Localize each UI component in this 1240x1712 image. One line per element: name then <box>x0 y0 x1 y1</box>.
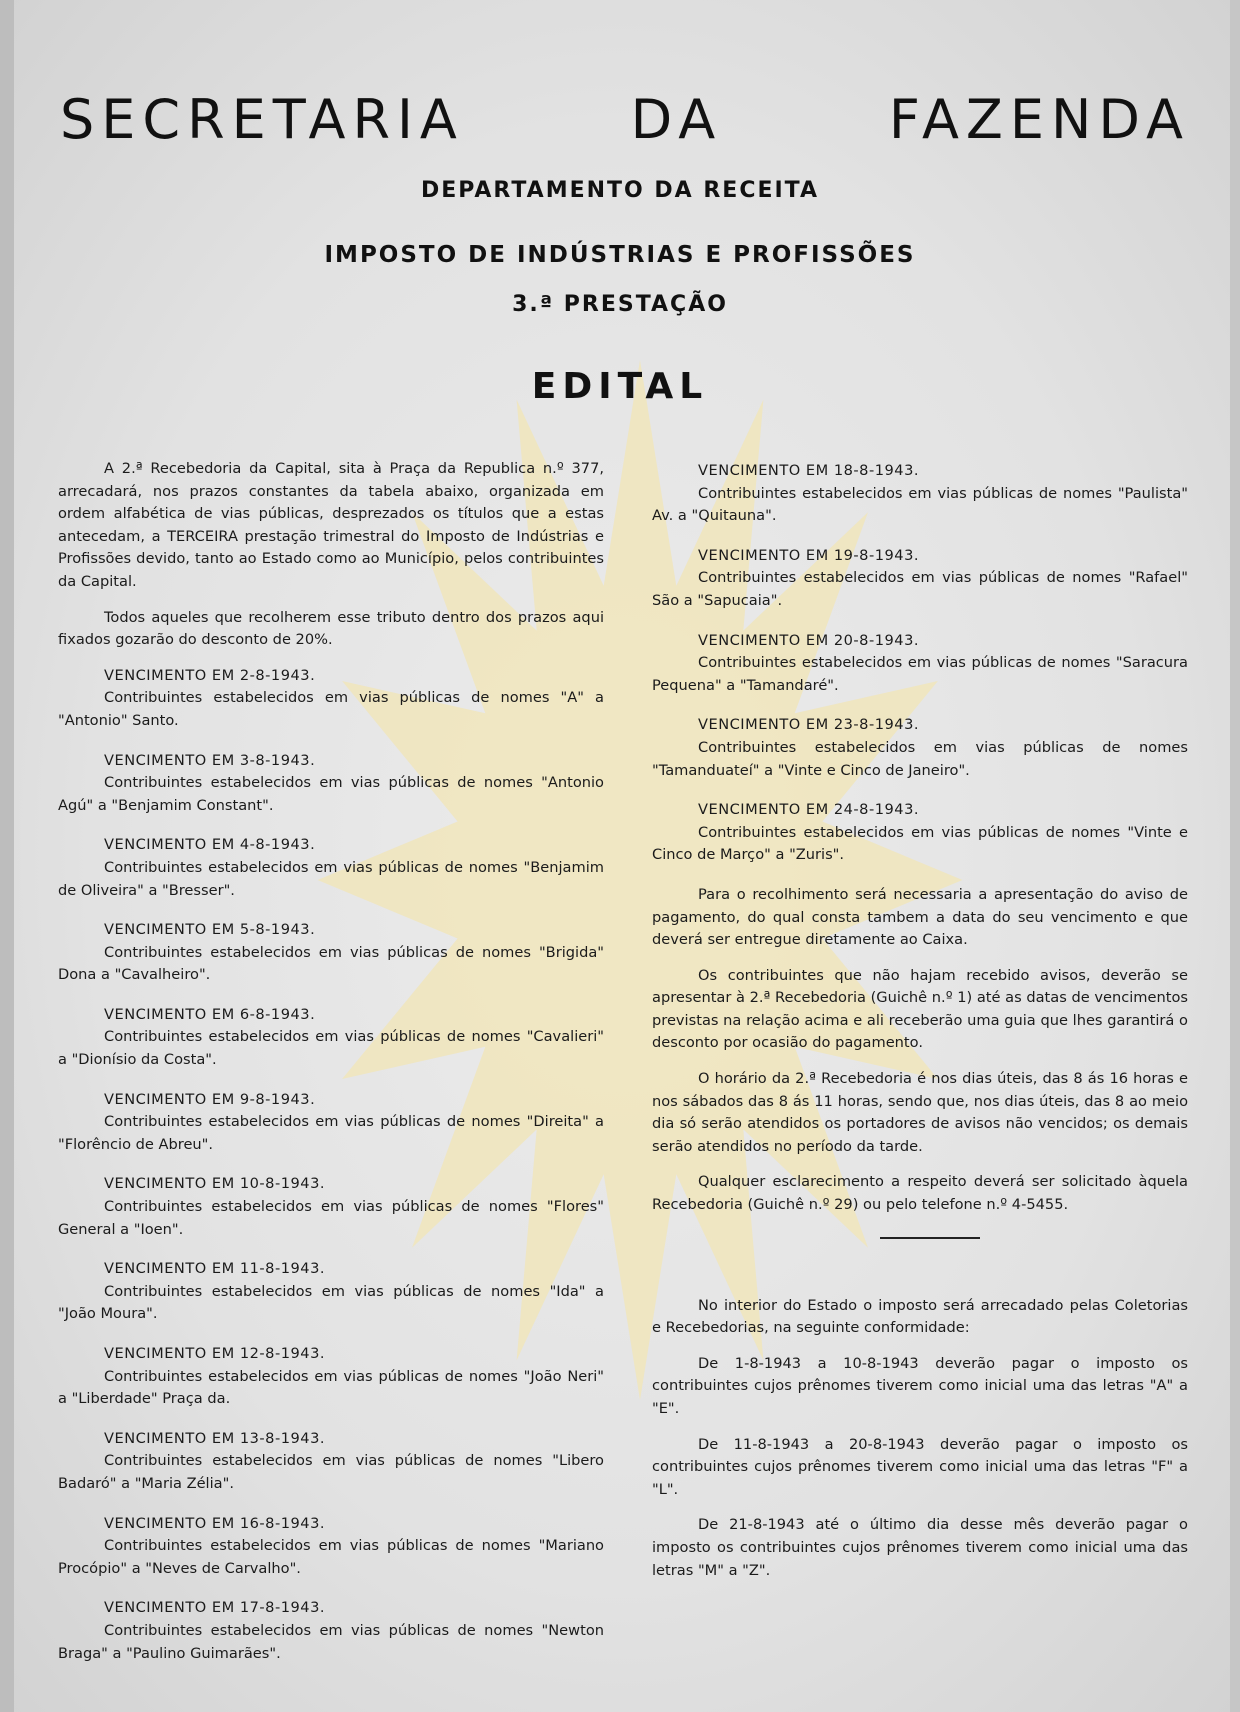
schedule-entry <box>58 1597 604 1665</box>
interior-paragraph: De 1-8-1943 a 10-8-1943 deverão pagar o imposto os contribuintes cujos prênomes tiverem como inicial uma das letras "A" a "E". <box>652 1354 1188 1417</box>
right-column <box>652 460 1188 1595</box>
interior-paragraph: De 21-8-1943 até o último dia desse mês deverão pagar o imposto os contribuintes cujos prênomes tiverem como inicial uma das letras "M" a "Z". <box>652 1516 1188 1579</box>
schedule-entry <box>58 665 604 733</box>
due-date: VENCIMENTO EM 2-8-1943. <box>104 666 316 684</box>
schedule-entry <box>652 630 1188 698</box>
entry-description: Contribuintes estabelecidos em vias públicas de nomes "Antonio Agú" a "Benjamim Constant". <box>58 774 604 814</box>
note-paragraph: Para o recolhimento será necessaria a apresentação do aviso de pagamento, do qual consta tambem a data do seu vencimento e que deverá ser entregue diretamente ao Caixa. <box>652 885 1188 949</box>
entry-description: Contribuintes estabelecidos em vias públicas de nomes "Ida" a "João Moura". <box>58 1282 604 1323</box>
due-date: VENCIMENTO EM 23-8-1943. <box>698 716 920 734</box>
schedule-entry <box>58 834 604 902</box>
installment-heading: 3.ª PRESTAÇÃO <box>512 292 728 317</box>
note-paragraph: O horário da 2.ª Recebedoria é nos dias úteis, das 8 ás 16 horas e nos sábados das 8 ás 11 horas, sendo que, nos dias úteis, das 8 ao meio dia só serão atendidos os portadores de avisos não vencidos; os demais serão atendidos no período da tarde. <box>652 1070 1188 1155</box>
interior-paragraph: No interior do Estado o imposto será arrecadado pelas Coletorias e Recebedorias, na seguinte conformidade: <box>652 1296 1188 1337</box>
due-date: VENCIMENTO EM 3-8-1943. <box>104 751 316 769</box>
entry-description: Contribuintes estabelecidos em vias públicas de nomes "Rafael" São a "Sapucaia". <box>652 569 1188 609</box>
schedule-entry <box>652 799 1188 867</box>
left-column <box>58 458 604 1682</box>
note-paragraph: Os contribuintes que não hajam recebido avisos, deverão se apresentar à 2.ª Recebedoria (Guichê n.º 1) até as datas de vencimentos previstas na relação acima e ali receberão uma guia que lhes garantirá o desconto por ocasião do pagamento. <box>652 966 1188 1052</box>
entry-description: Contribuintes estabelecidos em vias públicas de nomes "Vinte e Cinco de Março" a "Zuris". <box>652 823 1188 864</box>
due-date: VENCIMENTO EM 12-8-1943. <box>104 1345 326 1362</box>
due-date: VENCIMENTO EM 16-8-1943. <box>104 1514 326 1532</box>
schedule-entry <box>58 1089 604 1157</box>
schedule-entry <box>652 714 1188 782</box>
entry-description: Contribuintes estabelecidos em vias públicas de nomes "Saracura Pequena" a "Tamandaré". <box>652 654 1188 694</box>
due-date: VENCIMENTO EM 13-8-1943. <box>104 1429 326 1447</box>
title-word: SECRETARIA <box>60 88 464 151</box>
entry-description: Contribuintes estabelecidos em vias públicas de nomes "Flores" General a "Ioen". <box>58 1198 604 1238</box>
entry-description: Contribuintes estabelecidos em vias públicas de nomes "João Neri" a "Liberdade" Praça da. <box>58 1367 604 1408</box>
schedule-entry <box>58 1513 604 1581</box>
due-date: VENCIMENTO EM 17-8-1943. <box>104 1599 326 1617</box>
intro-paragraph: Todos aqueles que recolherem esse tributo dentro dos prazos aqui fixados gozarão do desconto de 20%. <box>58 608 604 649</box>
schedule-entry <box>58 919 604 987</box>
due-date: VENCIMENTO EM 6-8-1943. <box>104 1005 316 1023</box>
entry-description: Contribuintes estabelecidos em vias públicas de nomes "Brigida" Dona a "Cavalheiro". <box>58 943 604 984</box>
schedule-entry <box>58 1428 604 1496</box>
schedule-entry <box>58 1004 604 1072</box>
department-heading: DEPARTAMENTO DA RECEITA <box>421 178 819 203</box>
entry-description: Contribuintes estabelecidos em vias públicas de nomes "Mariano Procópio" a "Neves de Carvalho". <box>58 1537 604 1577</box>
entry-description: Contribuintes estabelecidos em vias públicas de nomes "Libero Badaró" a "Maria Zélia". <box>58 1452 604 1492</box>
schedule-entry <box>652 545 1188 613</box>
due-date: VENCIMENTO EM 5-8-1943. <box>104 921 316 939</box>
due-date: VENCIMENTO EM 9-8-1943. <box>104 1090 316 1108</box>
note-paragraph: Qualquer esclarecimento a respeito deverá ser solicitado àquela Recebedoria (Guichê n.º 29) ou pelo telefone n.º 4-5455. <box>652 1173 1188 1214</box>
title-word: DA <box>630 88 723 151</box>
schedule-entry <box>58 1343 604 1411</box>
edital-heading: EDITAL <box>531 366 709 407</box>
due-date: VENCIMENTO EM 11-8-1943. <box>104 1260 326 1278</box>
entry-description: Contribuintes estabelecidos em vias públicas de nomes "Newton Braga" a "Paulino Guimarães". <box>58 1621 604 1662</box>
due-date: VENCIMENTO EM 20-8-1943. <box>698 631 920 649</box>
entry-description: Contribuintes estabelecidos em vias públicas de nomes "Direita" a "Florêncio de Abreu". <box>58 1113 604 1153</box>
entry-description: Contribuintes estabelecidos em vias públicas de nomes "Paulista" Av. a "Quitauna". <box>652 484 1188 525</box>
entry-description: Contribuintes estabelecidos em vias públicas de nomes "Benjamim de Oliveira" a "Bresser". <box>58 858 604 899</box>
schedule-entry <box>58 1258 604 1326</box>
intro-paragraph: A 2.ª Recebedoria da Capital, sita à Praça da Republica n.º 377, arrecadará, nos prazos constantes da tabela abaixo, organizada em ordem alfabética de vias públicas, desprezados os títulos que a estas antecedam, a TERCEIRA prestação trimestral do Imposto de Indústrias e Profissões devido, tanto ao Estado como ao Município, pelos contribuintes da Capital. <box>58 460 604 590</box>
interior-paragraph: De 11-8-1943 a 20-8-1943 deverão pagar o imposto os contribuintes cujos prênomes tiverem como inicial uma das letras "F" a "L". <box>652 1435 1188 1498</box>
due-date: VENCIMENTO EM 19-8-1943. <box>698 546 920 564</box>
schedule-entry <box>652 460 1188 528</box>
schedule-entry <box>58 1173 604 1241</box>
due-date: VENCIMENTO EM 24-8-1943. <box>698 801 920 819</box>
tax-heading: IMPOSTO DE INDÚSTRIAS E PROFISSÕES <box>324 242 916 268</box>
due-date: VENCIMENTO EM 10-8-1943. <box>104 1175 326 1193</box>
entry-description: Contribuintes estabelecidos em vias públicas de nomes "Tamanduateí" a "Vinte e Cinco de Janeiro". <box>652 738 1188 779</box>
entry-description: Contribuintes estabelecidos em vias públicas de nomes "A" a "Antonio" Santo. <box>58 689 604 729</box>
due-date: VENCIMENTO EM 4-8-1943. <box>104 836 316 854</box>
due-date: VENCIMENTO EM 18-8-1943. <box>698 462 920 479</box>
section-divider <box>880 1237 980 1239</box>
entry-description: Contribuintes estabelecidos em vias públicas de nomes "Cavalieri" a "Dionísio da Costa". <box>58 1028 604 1069</box>
schedule-entry <box>58 750 604 818</box>
page-title <box>60 88 1190 151</box>
title-word: FAZENDA <box>888 88 1190 151</box>
